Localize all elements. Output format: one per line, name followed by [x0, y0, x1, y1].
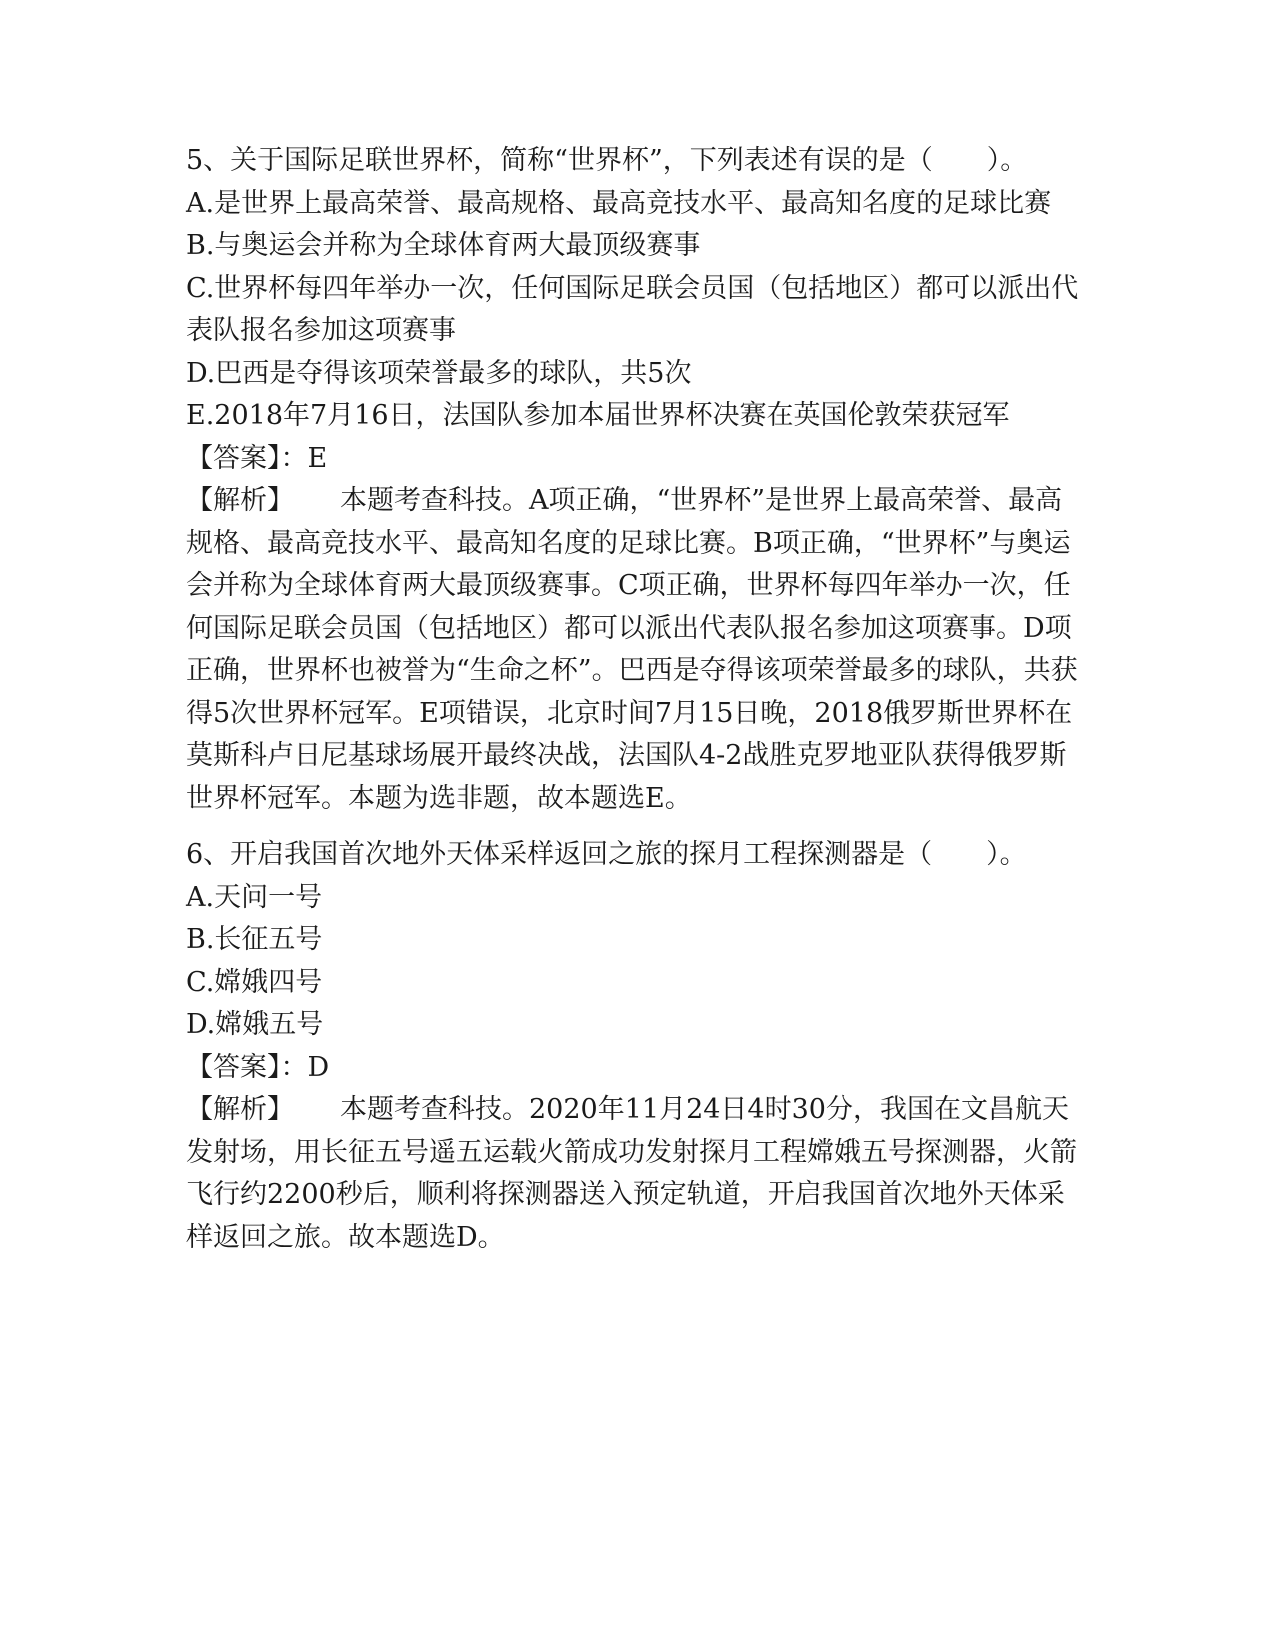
question-stem: 6、开启我国首次地外天体采样返回之旅的探月工程探测器是（ ）。 [186, 839, 1027, 870]
option-b: B.与奥运会并称为全球体育两大最顶级赛事 [186, 230, 701, 261]
page-content [186, 140, 1086, 1259]
answer-line [186, 438, 1086, 481]
explanation-text: 本题考查科技。2020年11月24日4时30分，我国在文昌航天发射场，用长征五号遥五运载火箭成功发射探月工程嫦娥五号探测器，火箭飞行约2200秒后，顺利将探测器送入预定轨道，开启我国首次地外天体采样返回之旅。故本题选D。 [186, 1094, 1077, 1253]
answer-label: 【答案】： [186, 442, 308, 474]
option-d: D.巴西是夺得该项荣誉最多的球队，共5次 [186, 357, 692, 389]
answer-label: 【答案】： [186, 1051, 308, 1083]
option-c: C.嫦娥四号 [186, 966, 323, 998]
answer-value: E [307, 442, 328, 474]
option-b: B.长征五号 [186, 924, 323, 955]
explanation-line [186, 480, 1086, 820]
answer-value: D [307, 1051, 330, 1083]
answer-line [186, 1047, 1086, 1090]
explanation-label: 【解析】 [186, 485, 294, 516]
option-d: D.嫦娥五号 [186, 1009, 324, 1040]
explanation-line [186, 1089, 1086, 1259]
option-a: A.天问一号 [186, 881, 323, 913]
question-stem: 5、关于国际足联世界杯，简称“世界杯”，下列表述有误的是（ ）。 [186, 145, 1028, 176]
option-c: C.世界杯每四年举办一次，任何国际足联会员国（包括地区）都可以派出代表队报名参加这项赛事 [186, 272, 1079, 346]
question-6 [186, 834, 1086, 1259]
explanation-text: 本题考查科技。A项正确，“世界杯”是世界上最高荣誉、最高规格、最高竞技水平、最高知名度的足球比赛。B项正确，“世界杯”与奥运会并称为全球体育两大最顶级赛事。C项正确，世界杯每四年举办一次，任何国际足联会员国（包括地区）都可以派出代表队报名参加这项赛事。D项正确，世界杯也被誉为“生命之杯”。巴西是夺得该项荣誉最多的球队，共获得5次世界杯冠军。E项错误，北京时间7月15日晚，2018俄罗斯世界杯在莫斯科卢日尼基球场展开最终决战，法国队4-2战胜克罗地亚队获得俄罗斯世界杯冠军。本题为选非题，故本题选E。 [186, 485, 1078, 814]
explanation-label: 【解析】 [186, 1094, 294, 1125]
option-e: E.2018年7月16日，法国队参加本届世界杯决赛在英国伦敦荣获冠军 [186, 400, 1010, 431]
option-a: A.是世界上最高荣誉、最高规格、最高竞技水平、最高知名度的足球比赛 [186, 187, 1052, 219]
question-5 [186, 140, 1086, 820]
